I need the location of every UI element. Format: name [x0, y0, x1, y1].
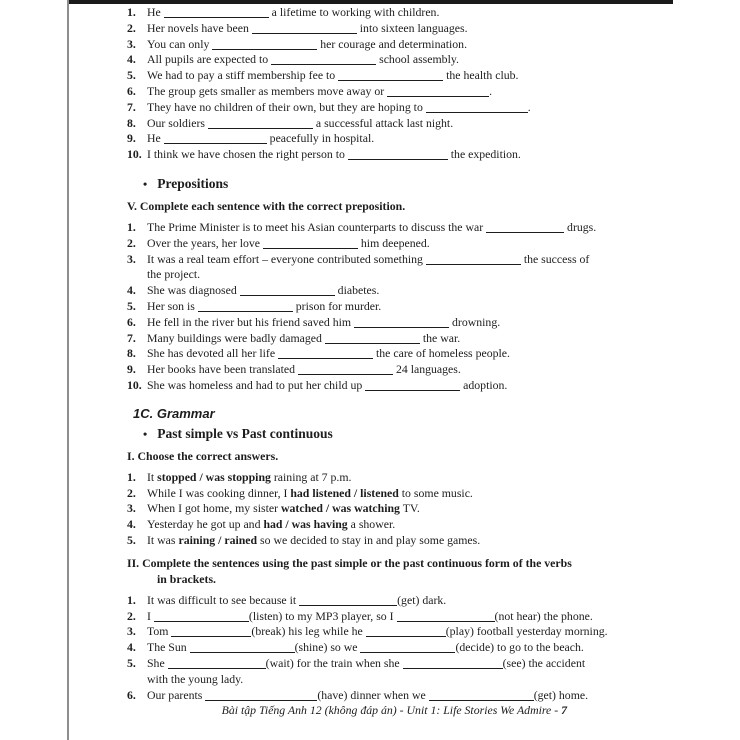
- sentence-text: When I got home, my sister: [147, 501, 281, 516]
- sentence-text: (decide) to go to the beach.: [455, 640, 584, 655]
- answer-blank: [154, 610, 249, 622]
- answer-blank: [366, 625, 446, 637]
- sentence-text: It was difficult to see because it: [147, 592, 300, 607]
- exercise-item: [127, 84, 632, 100]
- exercise-item: [127, 299, 632, 315]
- sentence-text: the care of homeless people.: [373, 346, 510, 361]
- sentence-text: Our soldiers: [147, 115, 208, 130]
- footer-text: Bài tập Tiếng Anh 12 (không đáp án) - Unit 1: Life Stories We Admire -: [221, 703, 562, 717]
- item-number: 5.: [127, 532, 136, 547]
- item-number: 1.: [127, 5, 136, 19]
- exercise-item: [127, 100, 632, 116]
- exercise-item: [127, 68, 632, 84]
- sentence-text: so we decided to stay in and play some games.: [257, 532, 481, 547]
- instruction-line: in brackets.: [157, 571, 216, 586]
- sentence-text: She was diagnosed: [147, 283, 240, 298]
- sentence-text: a lifetime to working with children.: [268, 5, 440, 19]
- sentence-text: peacefully in hospital.: [266, 131, 375, 146]
- scan-left-border: [67, 0, 69, 740]
- answer-option-text: raining / rained: [178, 532, 258, 547]
- answer-option-text: watched / was watching: [281, 501, 400, 516]
- answer-blank: [278, 347, 373, 359]
- sentence-text: The Prime Minister is to meet his Asian counterparts to discuss the war: [147, 219, 487, 234]
- sentence-text: Yesterday he got up and: [147, 517, 264, 532]
- sentence-text: Tom: [147, 624, 172, 639]
- sentence-text: drowning.: [449, 314, 501, 329]
- sentence-text: It: [147, 469, 158, 484]
- answer-blank: [240, 284, 335, 296]
- sentence-text: (get) home.: [533, 687, 589, 702]
- item-number: 1.: [127, 219, 136, 234]
- sentence-text: The group gets smaller as members move away or: [147, 83, 388, 98]
- sentence-text: into sixteen languages.: [356, 20, 468, 35]
- item-number: 9.: [127, 131, 136, 146]
- sentence-text: a shower.: [347, 517, 396, 532]
- sentence-text: I think we have chosen the right person to: [147, 147, 348, 162]
- exercise-item: [127, 346, 632, 362]
- sentence-text: (wait) for the train when she: [265, 655, 403, 670]
- instruction-line: V. Complete each sentence with the correct preposition.: [127, 198, 406, 213]
- item-number: 7.: [127, 99, 136, 114]
- answer-blank: [403, 657, 503, 669]
- past-tense-completion-list: [127, 593, 632, 704]
- sentence-text: (break) his leg while he: [251, 624, 366, 639]
- item-number: 2.: [127, 485, 136, 500]
- exercise-item: [127, 517, 632, 533]
- exercise-item: [127, 533, 632, 549]
- sentence-text: the project.: [147, 267, 201, 282]
- answer-option-text: stopped / was stopping: [157, 469, 271, 484]
- scan-top-bar: [67, 0, 673, 4]
- sentence-text: You can only: [147, 36, 213, 51]
- exercise-item: [127, 21, 632, 37]
- item-number: 10.: [127, 377, 142, 392]
- sentence-text: It was: [147, 532, 179, 547]
- sentence-text: (shine) so we: [294, 640, 361, 655]
- instruction-line: II. Complete the sentences using the past simple or the past continuous form of the verbs: [127, 555, 572, 570]
- sentence-text: drugs.: [564, 219, 597, 234]
- sentence-text: I: [147, 608, 154, 623]
- exercise-item: [127, 656, 632, 688]
- item-number: 6.: [127, 83, 136, 98]
- item-number: 1.: [127, 469, 136, 484]
- item-number: 3.: [127, 624, 136, 639]
- sentence-text: (play) football yesterday morning.: [445, 624, 608, 639]
- sentence-text: (listen) to my MP3 player, so I: [248, 608, 397, 623]
- item-number: 4.: [127, 517, 136, 532]
- sentence-text: the success of: [520, 251, 590, 266]
- exercise-item: [127, 5, 632, 21]
- item-number: 1.: [127, 592, 136, 607]
- sentence-text: .: [527, 99, 531, 114]
- sentence-text: school assembly.: [376, 52, 459, 67]
- answer-blank: [354, 316, 449, 328]
- answer-blank: [205, 689, 317, 701]
- exercise-item: [127, 362, 632, 378]
- answer-blank: [360, 641, 455, 653]
- prepositions-list: [127, 220, 632, 394]
- sentence-text: with the young lady.: [147, 671, 244, 686]
- sentence-text: She was homeless and had to put her child up: [147, 377, 366, 392]
- item-number: 3.: [127, 251, 136, 266]
- answer-blank: [168, 657, 266, 669]
- sentence-text: Her books have been translated: [147, 362, 299, 377]
- sentence-text: the war.: [419, 330, 461, 345]
- document-content: [127, 5, 632, 703]
- item-number: 5.: [127, 298, 136, 313]
- exercise-item: [127, 331, 632, 347]
- sentence-text: She has devoted all her life: [147, 346, 279, 361]
- item-number: 10.: [127, 147, 142, 162]
- exercise-item: [127, 609, 632, 625]
- item-number: 9.: [127, 362, 136, 377]
- item-number: 2.: [127, 235, 136, 250]
- answer-blank: [171, 625, 251, 637]
- exercise-item: [127, 624, 632, 640]
- item-number: 8.: [127, 346, 136, 361]
- answer-blank: [486, 221, 564, 233]
- answer-blank: [190, 641, 295, 653]
- item-number: 5.: [127, 68, 136, 83]
- sentence-text: We had to pay a stiff membership fee to: [147, 68, 339, 83]
- sentence-text: He: [147, 131, 164, 146]
- sentence-text: diabetes.: [334, 283, 380, 298]
- item-number: 8.: [127, 115, 136, 130]
- answer-blank: [325, 332, 420, 344]
- sentence-text: her courage and determination.: [317, 36, 468, 51]
- exercise-item: [127, 236, 632, 252]
- answer-blank: [263, 237, 358, 249]
- sentence-text: 24 languages.: [393, 362, 461, 377]
- sentence-text: He: [147, 5, 164, 19]
- sentence-text: (have) dinner when we: [317, 687, 429, 702]
- bullet-icon: •: [143, 426, 148, 441]
- sentence-text: They have no children of their own, but they are hoping to: [147, 99, 426, 114]
- sentence-text: The Sun: [147, 640, 190, 655]
- item-number: 2.: [127, 20, 136, 35]
- answer-blank: [426, 101, 528, 113]
- choose-correct-answers-list: [127, 470, 632, 549]
- sentence-text: Over the years, her love: [147, 235, 263, 250]
- sentence-text: Many buildings were badly damaged: [147, 330, 325, 345]
- exercise-instruction: [127, 555, 632, 587]
- exercise-item: [127, 283, 632, 299]
- verb-completion-list: [127, 5, 632, 163]
- answer-option-text: had / was having: [263, 517, 348, 532]
- exercise-item: [127, 640, 632, 656]
- sentence-text: While I was cooking dinner, I: [147, 485, 291, 500]
- exercise-item: [127, 147, 632, 163]
- exercise-item: [127, 116, 632, 132]
- answer-blank: [252, 22, 357, 34]
- answer-blank: [212, 38, 317, 50]
- sentence-text: a successful attack last night.: [312, 115, 454, 130]
- answer-blank: [429, 689, 534, 701]
- exercise-item: [127, 131, 632, 147]
- item-number: 4.: [127, 283, 136, 298]
- sentence-text: prison for murder.: [292, 298, 382, 313]
- heading-text: Prepositions: [157, 175, 229, 191]
- exercise-item: [127, 688, 632, 704]
- item-number: 5.: [127, 655, 136, 670]
- item-number: 4.: [127, 640, 136, 655]
- answer-option-text: had listened / listened: [290, 485, 399, 500]
- sentence-text: to some music.: [398, 485, 473, 500]
- exercise-item: [127, 37, 632, 53]
- answer-blank: [198, 300, 293, 312]
- exercise-item: [127, 378, 632, 394]
- sentence-text: Our parents: [147, 687, 206, 702]
- answer-blank: [397, 610, 495, 622]
- answer-blank: [387, 85, 489, 97]
- item-number: 3.: [127, 501, 136, 516]
- sentence-text: the health club.: [443, 68, 519, 83]
- exercise-item: [127, 220, 632, 236]
- answer-blank: [208, 117, 313, 129]
- sentence-text: raining at 7 p.m.: [270, 469, 352, 484]
- sentence-text: (not hear) the phone.: [494, 608, 593, 623]
- sentence-text: Her novels have been: [147, 20, 252, 35]
- answer-blank: [426, 253, 521, 265]
- sentence-text: (get) dark.: [397, 592, 447, 607]
- section-heading: 1C. Grammar: [133, 405, 215, 421]
- sentence-text: the expedition.: [447, 147, 521, 162]
- exercise-item: [127, 52, 632, 68]
- sentence-text: adoption.: [460, 377, 508, 392]
- page-footer: [127, 703, 567, 718]
- item-number: 3.: [127, 36, 136, 51]
- exercise-item: [127, 501, 632, 517]
- answer-blank: [299, 594, 397, 606]
- answer-blank: [348, 148, 448, 160]
- sentence-text: .: [489, 83, 493, 98]
- sentence-text: Her son is: [147, 298, 198, 313]
- sentence-text: It was a real team effort – everyone contributed something: [147, 251, 426, 266]
- sentence-text: All pupils are expected to: [147, 52, 272, 67]
- item-number: 6.: [127, 314, 136, 329]
- sentence-text: He fell in the river but his friend saved him: [147, 314, 355, 329]
- exercise-item: [127, 315, 632, 331]
- item-number: 4.: [127, 52, 136, 67]
- instruction-line: I. Choose the correct answers.: [127, 448, 279, 463]
- exercise-item: [127, 470, 632, 486]
- item-number: 7.: [127, 330, 136, 345]
- sentence-text: him deepened.: [357, 235, 430, 250]
- sentence-text: TV.: [399, 501, 420, 516]
- answer-blank: [164, 132, 267, 144]
- heading-text: Past simple vs Past continuous: [157, 425, 333, 441]
- exercise-instruction: [127, 198, 632, 214]
- exercise-instruction: [127, 448, 632, 464]
- answer-blank: [365, 379, 460, 391]
- sentence-text: She: [147, 655, 168, 670]
- bullet-heading: [127, 425, 632, 443]
- bullet-heading: [127, 175, 632, 193]
- exercise-item: [127, 486, 632, 502]
- answer-blank: [298, 363, 393, 375]
- sentence-text: (see) the accident: [502, 655, 586, 670]
- item-number: 6.: [127, 687, 136, 702]
- answer-blank: [338, 69, 443, 81]
- item-number: 2.: [127, 608, 136, 623]
- answer-blank: [164, 6, 269, 18]
- bullet-icon: •: [143, 176, 148, 191]
- exercise-item: [127, 593, 632, 609]
- exercise-item: [127, 252, 632, 284]
- page-number: 7: [561, 703, 567, 717]
- answer-blank: [271, 53, 376, 65]
